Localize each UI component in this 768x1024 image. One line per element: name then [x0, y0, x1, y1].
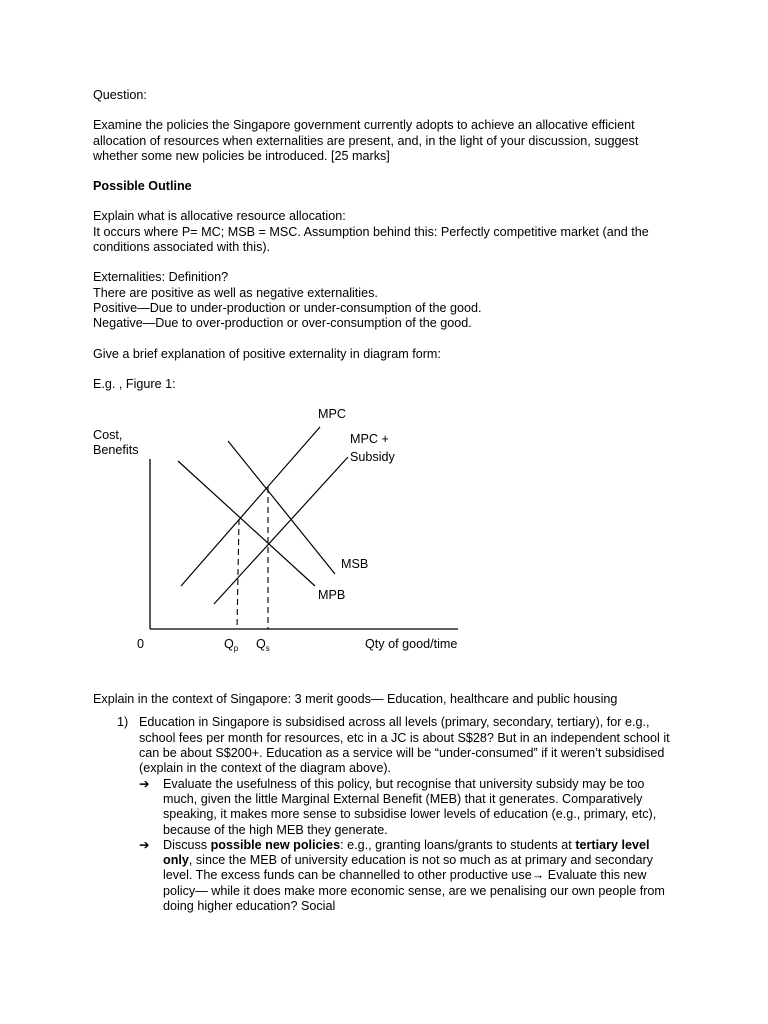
question-text: Examine the policies the Singapore government currently adopts to achieve an allocative efficient allocation of resources when externalities are present, and, in the light of your discussion, suggest whether some new policies be introduced. [25 marks] — [93, 118, 639, 163]
bullet-2-text-c: , since the MEB of university education is not so much as at primary and secondary level. The excess funds can be channelled to other productive use — [163, 853, 653, 883]
mpb-label: MPB — [318, 588, 346, 603]
allocative-line-1: Explain what is allocative resource allocation: — [93, 209, 346, 224]
allocative-line-2: It occurs where P= MC; MSB = MSC. Assumption behind this: Perfectly competitive market (and the conditions associated with this). — [93, 224, 649, 255]
context-intro: Explain in the context of Singapore: 3 merit goods— Education, healthcare and public housing — [93, 692, 618, 707]
externality-types: There are positive as well as negative externalities. — [93, 285, 378, 300]
msb-curve — [228, 441, 335, 574]
y-axis-label-2: Benefits — [93, 443, 139, 458]
bullet-2-bold-b: tertiary level only — [163, 837, 650, 868]
externality-positive: Positive—Due to under-production or under-consumption of the good. — [93, 300, 482, 315]
positive-externality-diagram — [93, 392, 678, 692]
x-axis-label: Qty of good/time — [365, 637, 458, 652]
bullet-2-text-d: Evaluate this new policy— while it does make more economic sense, are we penalising our own people from doing higher education? Social — [163, 868, 665, 914]
mpc-label: MPC — [318, 407, 346, 422]
question-heading: Question: — [93, 88, 147, 102]
mpc-curve — [181, 427, 320, 586]
figure-label: E.g. , Figure 1: — [93, 376, 176, 391]
mpc-subsidy-label-1: MPC + — [350, 432, 389, 447]
qp-dashed-line — [237, 519, 239, 629]
y-axis-label-1: Cost, — [93, 428, 123, 443]
inline-arrow-icon: → — [531, 868, 545, 883]
document-page — [93, 88, 678, 914]
arrow-icon: ➔ — [139, 837, 150, 852]
msb-label: MSB — [341, 557, 369, 572]
numbered-item-1 — [93, 715, 678, 914]
mpc-subsidy-label-2: Subsidy — [350, 450, 395, 465]
externality-negative: Negative—Due to over-production or over-consumption of the good. — [93, 316, 472, 331]
diagram-intro: Give a brief explanation of positive externality in diagram form: — [93, 346, 441, 361]
bullet-2-text-b: : e.g., granting loans/grants to students at — [340, 837, 576, 852]
bullet-2-bold-a: possible new policies — [210, 837, 341, 852]
qs-label: $Q_s$ — [256, 637, 270, 654]
origin-label: 0 — [137, 637, 145, 652]
item-number: 1) — [117, 715, 129, 730]
bullet-new-policies — [139, 838, 678, 914]
outline-heading: Possible Outline — [93, 179, 192, 194]
mpc-subsidy-curve — [214, 457, 348, 604]
item-1-text: Education in Singapore is subsidised across all levels (primary, secondary, tertiary), for e.g., school fees per month for resources, etc in a JC is about S$28? But in an independent school it can be about S$200+. Education as a service will be “under-consumed” if it weren’t subsidised (explain in the context of the diagram above). — [139, 715, 670, 776]
qp-label: $Q_p$ — [224, 637, 239, 654]
bullet-2-text-a: Discuss — [163, 837, 211, 852]
bullet-evaluate — [139, 777, 678, 838]
bullet-1-text: Evaluate the usefulness of this policy, but recognise that university subsidy may be too much, given the little Marginal External Benefit (MEB) that it generates. Comparatively speaking, it makes more sense to subsidise lower levels of education (e.g., primary, etc), because of the high MEB they generate. — [163, 776, 657, 837]
bullet-list — [139, 777, 678, 915]
externality-definition: Externalities: Definition? — [93, 270, 229, 285]
arrow-icon: ➔ — [139, 776, 150, 791]
